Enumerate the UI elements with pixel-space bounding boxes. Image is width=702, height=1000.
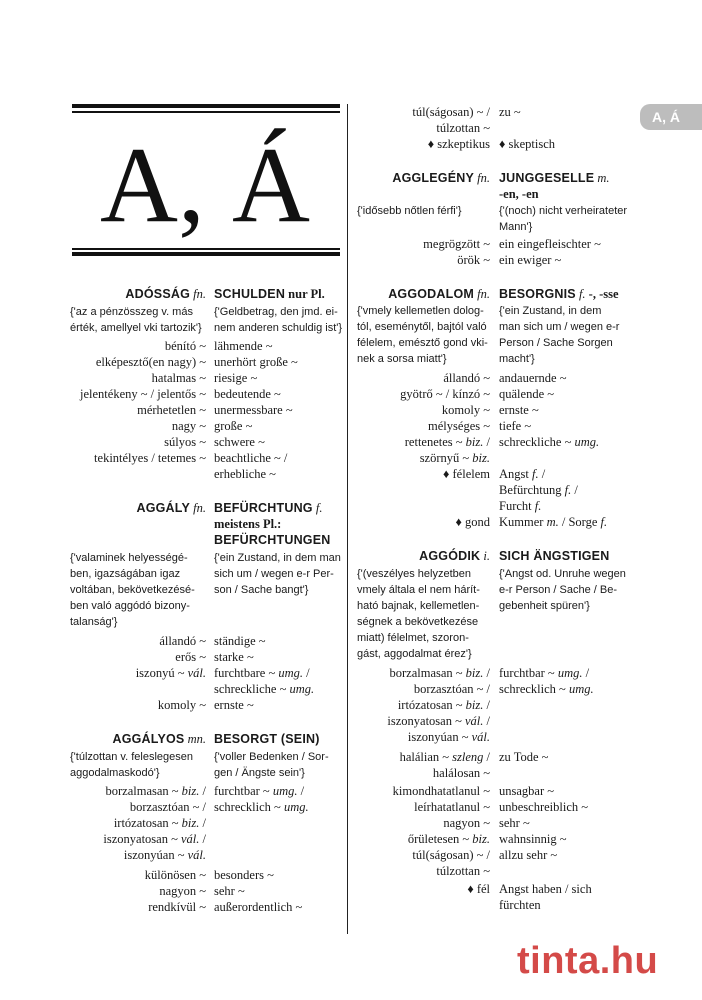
collocation: halálosan ~ [432,766,490,780]
collocation-de: ein eingefleischter ~ [499,237,601,251]
hu-definition: {'vmely kellemetlen dolog- tól, eseménytől, bajtól való félelem, emésztő gond vki- nek a sorsa miatt'} [357,305,488,365]
hu-definition: {'az a pénzösszeg v. más érték, amellyel vki tartozik'} [70,306,202,334]
hu-definition: {'túlzottan v. feleslegesen aggodalmaskodó'} [70,751,193,779]
collocation-de: fürchten [499,898,541,912]
collocation-de: ständige ~ [214,634,266,648]
de-definition: {'ein Zustand, in dem man sich um / wegen e-r Person / Sache Sorgen macht'} [499,305,620,365]
de-definition: {'Angst od. Unruhe wegen e-r Person / Sache / Be- gebenheit spüren'} [499,568,626,612]
collocation: állandó ~ [443,371,490,385]
collocation-de: lähmende ~ [214,339,273,353]
collocation: örök ~ [457,253,490,267]
collocation: őrületesen ~ biz. [407,832,490,846]
collocation: iszonyú ~ vál. [135,666,206,680]
collocation: ♦ szkeptikus [427,137,490,151]
collocation: nagyon ~ [159,884,206,898]
de-definition: {'voller Bedenken / Sor- gen / Ängste sein'} [214,751,329,779]
collocation: irtózatosan ~ biz. / [113,816,206,830]
collocation-de: starke ~ [214,650,254,664]
collocation: túl(ságosan) ~ / [412,848,490,862]
collocation: ♦ fél [467,882,490,896]
collocation-de: schwere ~ [214,435,265,449]
collocation: komoly ~ [441,403,490,417]
collocation: borzasztóan ~ / [413,682,490,696]
collocation: hatalmas ~ [151,371,206,385]
collocation-de: quälende ~ [499,387,555,401]
collocation: halálian ~ szleng / [399,750,490,764]
collocation-de: zu ~ [499,105,521,119]
collocation-de: unbeschreiblich ~ [499,800,589,814]
collocation: erős ~ [175,650,206,664]
collocation-de: ernste ~ [499,403,539,417]
entry-translation: BESORGNIS f. -, -sse [499,287,619,301]
collocation-de: unerhört große ~ [214,355,298,369]
hu-definition: {'valaminek helyességé- ben, igazságában igaz voltában, bekövetkezésé- ben való aggódó bizony- talanság'} [70,552,195,628]
collocation-de: furchtbar ~ umg. / [214,784,305,798]
collocation-de: ernste ~ [214,698,254,712]
collocation: rendkívül ~ [148,900,206,914]
collocation-de: bedeutende ~ [214,387,281,401]
de-definition: {'(noch) nicht verheirateter Mann'} [499,205,628,233]
collocation-de: Kummer m. / Sorge f. [499,515,608,529]
entry-translation-plural: BEFÜRCHTUNGEN [214,533,331,547]
collocation-de: Angst f. / [499,467,546,481]
entry-headword: AGGÁLY fn. [136,501,206,515]
collocation-de: andauernde ~ [499,371,567,385]
entry-headword: AGGÓDIK i. [419,549,490,563]
collocation: iszonyatosan ~ vál. / [387,714,490,728]
big-letter-heading: A, Á [100,126,310,245]
collocation-de: tiefe ~ [499,419,532,433]
collocation-de: besonders ~ [214,868,274,882]
collocation-de: ♦ skeptisch [499,137,556,151]
collocation-de: sehr ~ [499,816,530,830]
de-definition: {'ein Zustand, in dem man sich um / wegen e-r Per- son / Sache bangt'} [214,552,341,596]
entry-translation-note: meistens Pl.: [214,517,282,531]
collocation-de: beachtliche ~ / [214,451,288,465]
collocation: ♦ gond [455,515,490,529]
collocation: borzalmasan ~ biz. / [105,784,206,798]
collocation: nagyon ~ [443,816,490,830]
collocation-de: schrecklich ~ umg. [214,800,309,814]
entry-translation: BESORGT (SEIN) [214,732,320,746]
collocation: rettenetes ~ biz. / [404,435,490,449]
collocation: szörnyű ~ biz. [419,451,490,465]
collocation-de: schreckliche ~ umg. [499,435,600,449]
collocation-de: außerordentlich ~ [214,900,303,914]
collocation: túlzottan ~ [436,121,490,135]
collocation: gyötrő ~ / kínzó ~ [400,387,490,401]
entry-translation: SICH ÄNGSTIGEN [499,549,610,563]
entry-translation-forms: -en, -en [499,187,539,201]
collocation: mérhetetlen ~ [137,403,206,417]
collocation: tekintélyes / tetemes ~ [94,451,206,465]
collocation-de: große ~ [214,419,253,433]
collocation: kimondhatatlanul ~ [392,784,490,798]
entry-translation: BEFÜRCHTUNG f. [214,501,323,515]
collocation: különösen ~ [144,868,206,882]
collocation: bénító ~ [164,339,206,353]
publisher-logo[interactable]: tinta.hu [517,940,659,982]
collocation: túl(ságosan) ~ / [412,105,490,119]
entry-headword: ADÓSSÁG fn. [125,287,206,301]
entry-headword: AGGÁLYOS mn. [112,732,206,746]
de-definition: {'Geldbetrag, den jmd. ei- nem anderen schuldig ist'} [214,306,343,334]
collocation: jelentékeny ~ / jelentős ~ [80,387,206,401]
collocation: irtózatosan ~ biz. / [397,698,490,712]
collocation-de: allzu sehr ~ [499,848,558,862]
collocation: túlzottan ~ [436,864,490,878]
top-rule-thick [72,104,340,108]
collocation-de: schrecklich ~ umg. [499,682,594,696]
collocation-de: zu Tode ~ [499,750,549,764]
collocation: komoly ~ [157,698,206,712]
bottom-rule-thick [72,252,340,256]
hu-definition: {'idősebb nőtlen férfi'} [357,205,462,217]
collocation-de: riesige ~ [214,371,258,385]
collocation: nagy ~ [171,419,206,433]
column-divider [347,104,348,934]
collocation-de: ein ewiger ~ [499,253,562,267]
collocation: iszonyatosan ~ vál. / [103,832,206,846]
bottom-rule-thin [72,248,340,250]
hu-definition: {'(veszélyes helyzetben vmely általa el nem hárít- ható bajnak, kellemetlen- ségnek a bekövetkezése miatt) félelmet, szoron- gást, aggodalmat érez'} [357,568,480,660]
section-tab: A, Á [640,104,702,130]
entry-translation: JUNGGESELLE m. [499,171,610,185]
collocation: súlyos ~ [164,435,206,449]
collocation-de: furchtbar ~ umg. / [499,666,590,680]
collocation-de: furchtbare ~ umg. / [214,666,310,680]
collocation-de: unermessbare ~ [214,403,293,417]
collocation: mélységes ~ [428,419,490,433]
collocation: elképesztő(en nagy) ~ [95,355,206,369]
collocation-de: erhebliche ~ [214,467,276,481]
entry-headword: AGGLEGÉNY fn. [392,171,490,185]
collocation-de: Befürchtung f. / [499,483,578,497]
collocation: iszonyúan ~ vál. [123,848,206,862]
collocation-de: wahnsinnig ~ [499,832,567,846]
collocation: megrögzött ~ [423,237,490,251]
collocation: borzasztóan ~ / [129,800,206,814]
collocation-de: schreckliche ~ umg. [214,682,315,696]
collocation: borzalmasan ~ biz. / [389,666,490,680]
collocation-de: Angst haben / sich [499,882,592,896]
collocation-de: unsagbar ~ [499,784,555,798]
collocation: leírhatatlanul ~ [414,800,490,814]
entry-translation: SCHULDEN nur Pl. [214,287,325,301]
collocation: állandó ~ [159,634,206,648]
entry-headword: AGGODALOM fn. [388,287,490,301]
collocation: ♦ félelem [443,467,490,481]
collocation-de: Furcht f. [499,499,542,513]
collocation-de: sehr ~ [214,884,245,898]
collocation: iszonyúan ~ vál. [407,730,490,744]
